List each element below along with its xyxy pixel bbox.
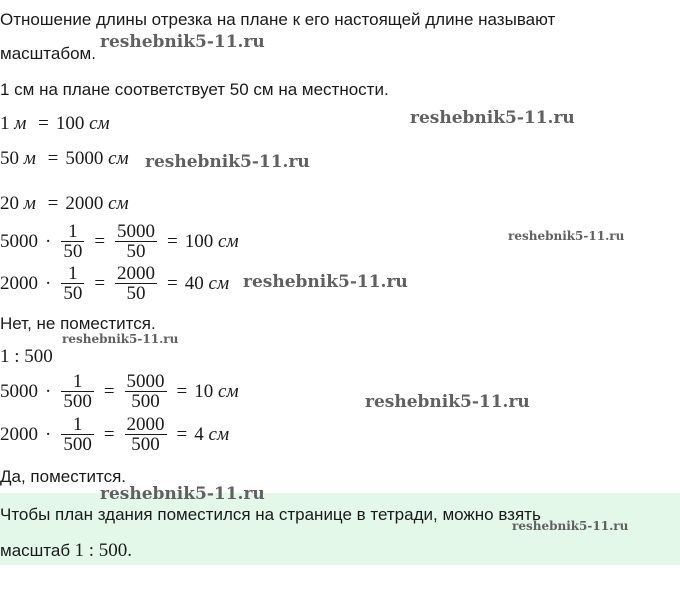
calculation-1: 5000 · $\frac{1}{50}$ = $\frac{5000}{50}$ = 100 см [0, 221, 239, 262]
ratio: 1 : 500 [0, 346, 53, 367]
fraction: $\frac{5000}{50}$ [117, 221, 156, 262]
watermark: reshebnik5-11.ru [512, 519, 629, 533]
conversion-1: 1 м = 100 см [0, 113, 110, 134]
fraction: $\frac{2000}{50}$ [117, 263, 156, 304]
answer-line-1: Чтобы план здания поместился на странице в тетради, можно взять [0, 505, 541, 524]
calculation-4: 2000 · $\frac{1}{500}$ = $\frac{2000}{500}$ = 4 см [0, 414, 230, 455]
answer-line-2 [0, 540, 132, 562]
watermark: reshebnik5-11.ru [145, 152, 310, 172]
watermark: reshebnik5-11.ru [365, 392, 530, 412]
watermark: reshebnik5-11.ru [508, 229, 625, 243]
scale-statement: 1 см на плане соответствует 50 см на местности. [0, 80, 389, 99]
watermark: reshebnik5-11.ru [410, 108, 575, 128]
calculation-2: 2000 · $\frac{1}{50}$ = $\frac{2000}{50}$ = 40 см [0, 263, 230, 304]
fraction: $\frac{5000}{500}$ [126, 371, 165, 412]
conversion-3: 20 м = 2000 см [0, 193, 129, 214]
fraction: $\frac{1}{500}$ [63, 371, 92, 412]
fraction: $\frac{2000}{500}$ [126, 414, 165, 455]
fraction: $\frac{1}{50}$ [63, 263, 83, 304]
answer-prefix: масштаб [0, 541, 71, 560]
verdict-2: Да, поместится. [0, 467, 127, 486]
watermark: reshebnik5-11.ru [243, 272, 408, 292]
conversion-2: 50 м = 5000 см [0, 148, 129, 169]
watermark: reshebnik5-11.ru [100, 484, 265, 504]
fraction: $\frac{1}{500}$ [63, 414, 92, 455]
watermark: reshebnik5-11.ru [100, 32, 265, 52]
answer-ratio: 1 : 500. [74, 540, 133, 561]
definition-line-1: Отношение длины отрезка на плане к его настоящей длине называют [0, 10, 556, 29]
verdict-1: Нет, не поместится. [0, 314, 156, 333]
watermark: reshebnik5-11.ru [62, 332, 179, 346]
calculation-3: 5000 · $\frac{1}{500}$ = $\frac{5000}{500}$ = 10 см [0, 371, 239, 412]
definition-line-2: масштабом. [0, 44, 96, 63]
fraction: $\frac{1}{50}$ [63, 221, 83, 262]
